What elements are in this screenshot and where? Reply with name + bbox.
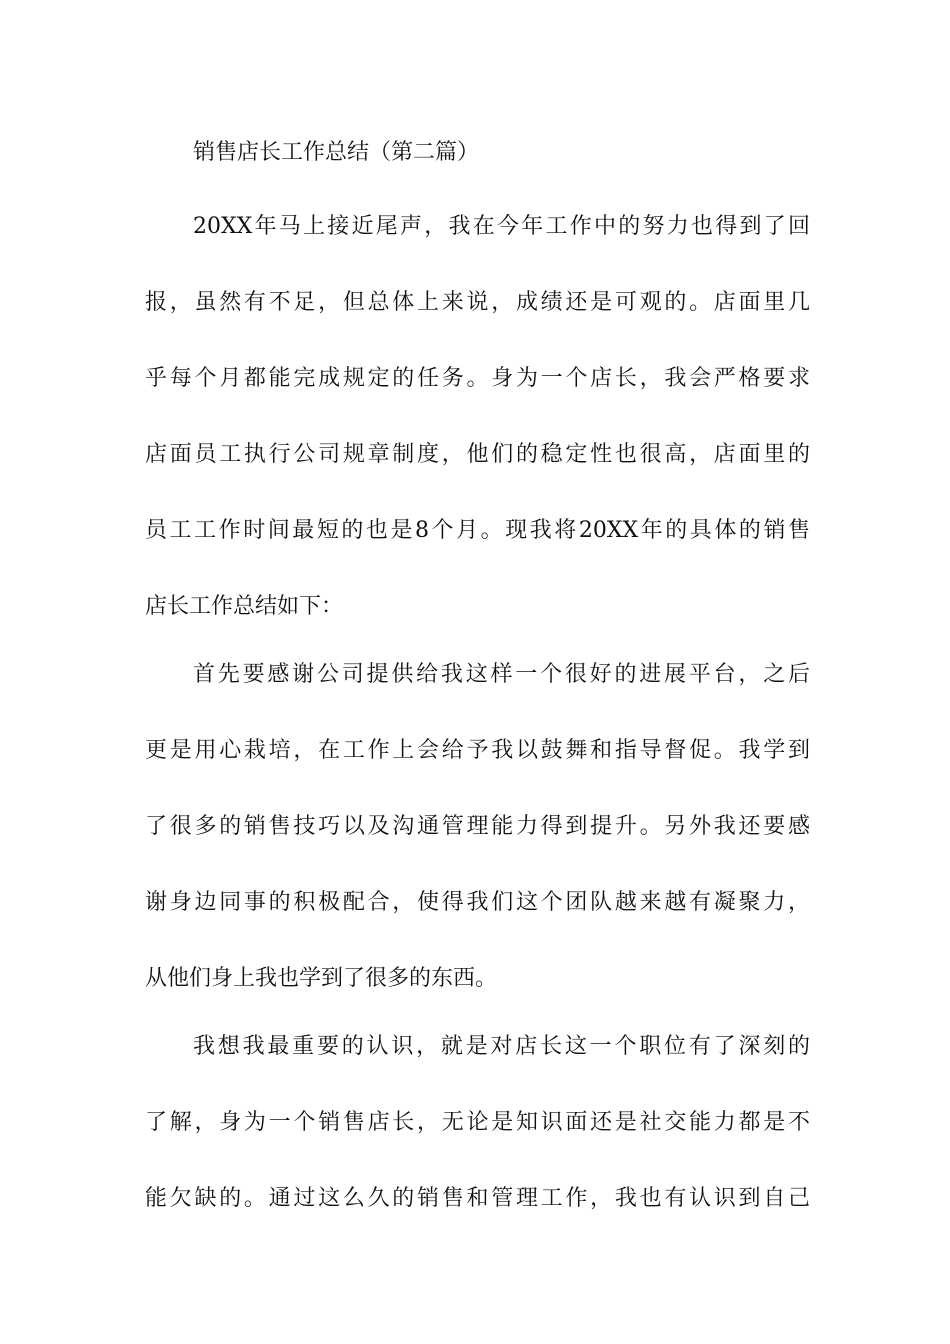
paragraph-line: 谢身边同事的积极配合，使得我们这个团队越来越有凝聚力， xyxy=(145,890,810,915)
document-title: 销售店长工作总结（第二篇） xyxy=(193,140,480,165)
paragraph-3 xyxy=(145,1032,810,1260)
paragraph-line: 首先要感谢公司提供给我这样一个很好的进展平台，之后 xyxy=(193,662,810,687)
paragraph-1 xyxy=(145,212,810,668)
paragraph-line: 我想我最重要的认识，就是对店长这一个职位有了深刻的 xyxy=(193,1034,810,1059)
paragraph-line: 员工工作时间最短的也是8个月。现我将20XX年的具体的销售 xyxy=(145,518,810,543)
paragraph-line: 乎每个月都能完成规定的任务。身为一个店长，我会严格要求 xyxy=(145,366,810,391)
paragraph-line: 从他们身上我也学到了很多的东西。 xyxy=(145,966,498,991)
paragraph-line: 报，虽然有不足，但总体上来说，成绩还是可观的。店面里几 xyxy=(145,290,810,315)
paragraph-line: 了很多的销售技巧以及沟通管理能力得到提升。另外我还要感 xyxy=(145,814,810,839)
paragraph-line: 能欠缺的。通过这么久的销售和管理工作，我也有认识到自己 xyxy=(145,1186,810,1211)
paragraph-line: 店长工作总结如下： xyxy=(145,594,344,619)
paragraph-line: 了解，身为一个销售店长，无论是知识面还是社交能力都是不 xyxy=(145,1110,810,1135)
paragraph-line: 店面员工执行公司规章制度，他们的稳定性也很高，店面里的 xyxy=(145,442,810,467)
paragraph-line: 更是用心栽培，在工作上会给予我以鼓舞和指导督促。我学到 xyxy=(145,738,810,763)
paragraph-line: 20XX年马上接近尾声，我在今年工作中的努力也得到了回 xyxy=(193,214,810,239)
paragraph-2 xyxy=(145,660,810,1040)
